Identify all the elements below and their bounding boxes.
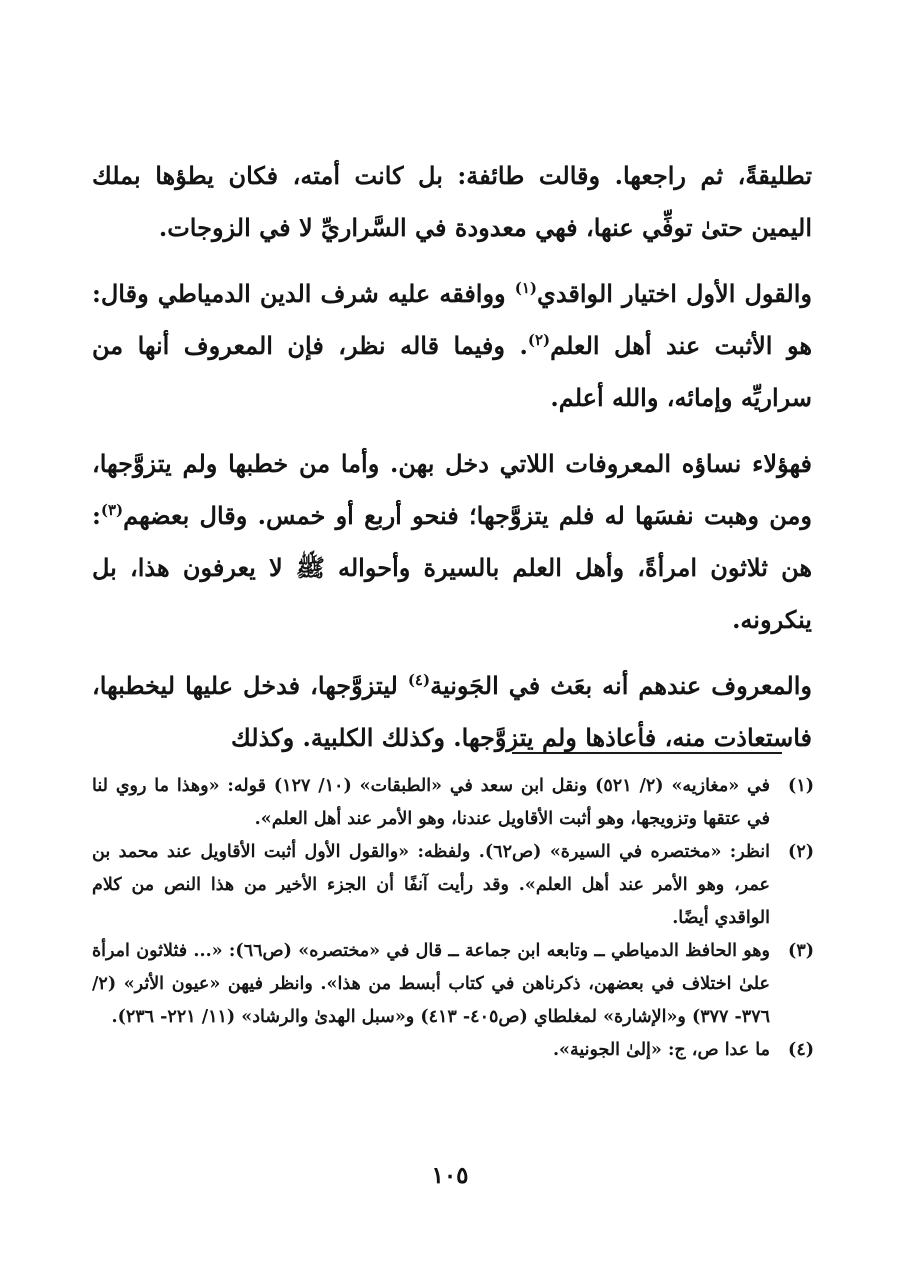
paragraph-1 xyxy=(92,150,812,254)
paragraph-4-text-b: ليتزوَّجها، فدخل عليها ليخطبها، فاستعاذت منه، فأعاذها ولم يتزوَّجها. وكذلك الكلبية. وكذلك xyxy=(92,671,812,752)
footnote-ref-1[interactable]: (١) xyxy=(514,279,538,297)
main-text xyxy=(92,150,812,778)
paragraph-2-text-b: ووافقه عليه شرف الدين الدمياطي وقال: هو الأثبت عند أهل العلم xyxy=(92,279,812,360)
footnote-ref-2[interactable]: (٢) xyxy=(527,331,551,349)
paragraph-1-text: تطليقةً، ثم راجعها. وقالت طائفة: بل كانت أمته، فكان يطؤها بملك اليمين حتىٰ توفِّي عنها، فهي معدودة في السَّراريِّ لا في الزوجات. xyxy=(92,161,812,242)
paragraph-3-text-c: : هن ثلاثون امرأةً، وأهل العلم بالسيرة وأحواله ﷺ لا يعرفون هذا، بل ينكرونه. xyxy=(92,501,812,634)
paragraph-3-text-a: فهؤلاء نساؤه المعروفات اللاتي دخل بهن. وأما من خطبها ولم يتزوَّجها، ومن وهبت نفسَها له فلم يتزوَّجها؛ فنحو أربع أو خمس. وقال xyxy=(92,449,812,530)
paragraph-2 xyxy=(92,268,812,424)
footnote-2-number: (٢) xyxy=(788,842,814,862)
footnote-1 xyxy=(92,770,814,836)
footnote-2-text: انظر: «مختصره في السيرة» (ص٦٢). ولفظه: «والقول الأول أثبت الأقاويل عند محمد بن عمر، وهو الأمر عند أهل العلم». وقد رأيت آنفًا أن الجزء الأخير من هذا النص من كلام الواقدي أيضًا. xyxy=(92,842,771,928)
footnote-1-text: في «مغازيه» (٢/ ٥٢١) ونقل ابن سعد في «الطبقات» (١٠/ ١٢٧) قوله: «وهذا ما روي لنا في عتقها وتزويجها، وهو أثبت الأقاويل عندنا، وهو الأمر عند أهل العلم». xyxy=(92,776,770,829)
footnote-3-number: (٣) xyxy=(788,941,814,961)
paragraph-2-text-a: والقول الأول اختيار الواقدي xyxy=(537,279,813,308)
footnote-3-text: وهو الحافظ الدمياطي ــ وتابعه ابن جماعة ــ قال في «مختصره» (ص٦٦): «... فثلاثون امرأة علىٰ اختلاف في بعضهن، ذكرناهن في كتاب أبسط من هذا». وانظر فيهن «عيون الأثر» (٢/ ٣٧٦- ٣٧٧) و«الإشارة» لمغلطاي (ص٤٠٥- ٤١٣) و«سبل الهدىٰ والرشاد» (١١/ ٢٢١- ٢٣٦). xyxy=(92,941,770,1027)
footnote-separator xyxy=(512,752,782,754)
footnote-ref-3[interactable]: (٣) xyxy=(100,501,124,519)
paragraph-3 xyxy=(92,438,812,646)
footnotes xyxy=(92,770,814,1067)
paragraph-4-text-a: والمعروف عندهم أنه بعَث في الجَونية xyxy=(430,671,812,700)
footnote-3 xyxy=(92,935,814,1034)
footnote-2 xyxy=(92,836,814,935)
paragraph-3-text-b: بعضهم xyxy=(123,501,200,530)
footnote-4-text: ما عدا ص، ج: «إلىٰ الجونية». xyxy=(552,1040,770,1060)
footnote-4 xyxy=(92,1034,814,1067)
footnote-1-number: (١) xyxy=(788,776,814,796)
page-number: ١٠٥ xyxy=(431,1162,469,1189)
paragraph-2-text-c: . وفيما قاله نظر، فإن المعروف أنها من سراريِّه وإمائه، والله أعلم. xyxy=(92,331,812,412)
footnote-ref-4[interactable]: (٤) xyxy=(407,671,431,689)
footnote-4-number: (٤) xyxy=(788,1040,814,1060)
paragraph-4 xyxy=(92,660,812,764)
